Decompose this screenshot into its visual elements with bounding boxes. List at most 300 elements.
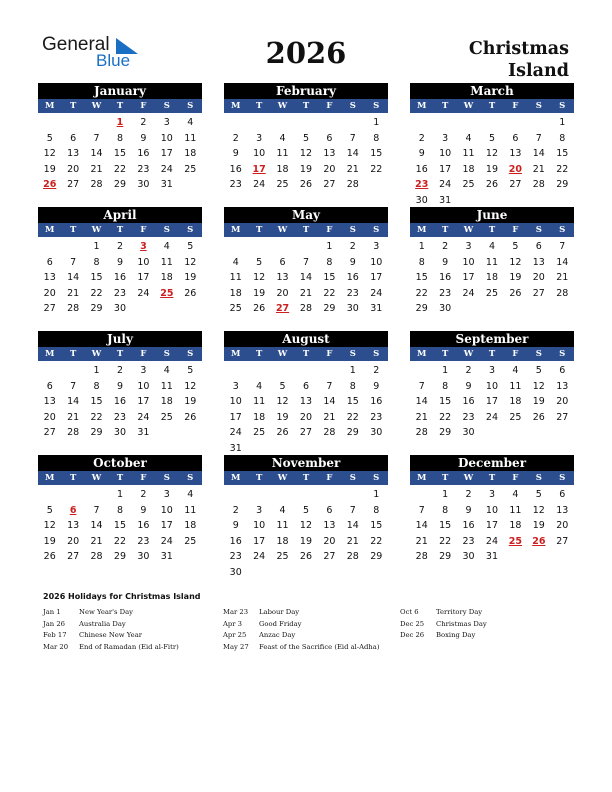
day-cell: 16	[415, 163, 428, 175]
day-cell: 11	[184, 504, 197, 516]
weekday-label: S	[373, 225, 380, 235]
weekday-label: S	[349, 473, 356, 483]
holiday-row	[223, 620, 379, 632]
day-cell: 6	[302, 380, 309, 392]
day-cell: 5	[187, 365, 194, 376]
day-cell: 7	[70, 380, 77, 392]
day-cell: 12	[299, 520, 313, 531]
empty-day-cell	[341, 487, 364, 503]
day-cell: 17	[137, 272, 150, 283]
day-cell: 16	[370, 396, 383, 407]
day-cell: 29	[439, 427, 452, 438]
day-cell: 18	[485, 272, 499, 283]
holiday-date: Jan 26	[43, 619, 65, 628]
day-cell: 2	[232, 132, 239, 144]
day-cell: 17	[485, 520, 499, 531]
day-cell: 19	[299, 535, 313, 547]
day-cell: 5	[512, 241, 519, 252]
day-cell: 8	[349, 380, 356, 392]
day-cell: 17	[160, 520, 173, 531]
holiday-date: Apr 25	[223, 631, 247, 639]
day-cell: 1	[373, 489, 380, 500]
holiday-name: Good Friday	[259, 619, 302, 628]
day-cell: 10	[485, 504, 499, 516]
day-cell: 21	[415, 411, 428, 423]
day-cell: 14	[67, 272, 80, 283]
day-cell: 21	[346, 535, 359, 547]
empty-day-cell	[433, 115, 456, 131]
weekday-label: F	[140, 349, 147, 359]
weekday-header	[410, 347, 574, 361]
day-cell: 2	[465, 365, 472, 376]
day-cell: 15	[370, 520, 383, 531]
empty-day-cell	[271, 363, 294, 379]
holiday-name: Australia Day	[79, 619, 126, 628]
day-cell: 4	[512, 489, 519, 500]
day-cell: 25	[485, 287, 499, 299]
day-cell: 11	[276, 520, 289, 531]
weekday-label: W	[463, 473, 474, 483]
day-cell: 9	[442, 256, 449, 268]
day-cell: 18	[160, 396, 173, 407]
holiday-date: Jan 1	[43, 608, 61, 616]
day-cell: 26	[299, 179, 313, 190]
day-cell: 13	[532, 256, 545, 268]
day-cell: 29	[113, 179, 127, 190]
empty-day-cell	[527, 115, 550, 131]
day-cell: 4	[465, 132, 472, 144]
month-title: January	[38, 83, 202, 99]
day-cell: 7	[418, 504, 425, 516]
holiday-name: New Year's Day	[79, 608, 134, 616]
weekday-header	[38, 223, 202, 237]
month-april	[38, 207, 202, 317]
weekday-label: S	[535, 225, 542, 235]
day-cell: 20	[67, 535, 80, 547]
day-cell: 30	[370, 427, 383, 438]
day-cell: 22	[323, 287, 336, 299]
weekday-label: F	[326, 473, 333, 483]
weekday-label: T	[488, 101, 496, 111]
day-cell: 27	[67, 179, 80, 190]
day-cell: 31	[485, 551, 499, 562]
day-cell: 6	[559, 489, 566, 500]
day-cell: 30	[113, 303, 127, 314]
day-cell: 16	[462, 396, 475, 407]
day-cell: 8	[326, 256, 333, 268]
day-cell: 25	[184, 535, 197, 547]
day-grid	[38, 485, 202, 565]
country-name: Christmas Island	[468, 39, 569, 81]
weekday-label: S	[535, 349, 542, 359]
day-cell: 11	[229, 272, 242, 283]
empty-day-cell	[224, 363, 247, 379]
empty-day-cell	[410, 487, 433, 503]
day-cell: 29	[439, 551, 452, 562]
day-cell: 23	[137, 535, 150, 547]
day-cell: 4	[232, 256, 239, 268]
day-cell: 18	[276, 163, 289, 175]
weekday-header	[410, 223, 574, 237]
holiday-row	[43, 608, 179, 620]
day-cell: 26	[509, 287, 522, 299]
month-title: March	[410, 83, 574, 99]
day-cell: 1	[116, 489, 123, 500]
day-cell: 14	[532, 148, 545, 159]
day-cell: 23	[462, 535, 475, 547]
empty-day-cell	[61, 487, 84, 503]
weekday-label: F	[512, 225, 519, 235]
day-cell: 30	[229, 566, 242, 578]
weekday-label: T	[488, 473, 496, 483]
empty-day-cell	[410, 115, 433, 131]
day-cell: 29	[90, 427, 103, 438]
calendar-year: 2026	[265, 36, 347, 70]
day-grid	[224, 113, 388, 193]
holiday-date: Apr 3	[223, 619, 242, 628]
holiday-day-cell: 20	[508, 163, 523, 175]
day-cell: 16	[229, 535, 242, 547]
day-cell: 26	[532, 411, 545, 423]
holiday-date: Mar 20	[43, 642, 69, 651]
day-grid	[224, 361, 388, 456]
day-cell: 3	[140, 365, 147, 376]
day-cell: 29	[415, 303, 428, 314]
weekday-label: F	[140, 225, 147, 235]
day-cell: 10	[229, 396, 242, 407]
day-cell: 12	[43, 148, 56, 159]
empty-day-cell	[224, 487, 247, 503]
day-cell: 24	[485, 411, 499, 423]
holiday-day-cell: 27	[275, 303, 290, 314]
day-cell: 23	[113, 287, 127, 299]
day-cell: 7	[302, 256, 309, 268]
day-cell: 25	[253, 427, 266, 438]
day-cell: 10	[485, 380, 499, 392]
day-cell: 18	[509, 520, 522, 531]
day-cell: 10	[370, 256, 383, 268]
weekday-label: T	[116, 473, 124, 483]
day-cell: 24	[370, 287, 383, 299]
day-cell: 11	[462, 148, 475, 159]
day-cell: 12	[43, 520, 56, 531]
weekday-label: S	[349, 101, 356, 111]
day-cell: 10	[462, 256, 475, 268]
day-cell: 22	[370, 535, 383, 547]
day-cell: 24	[439, 179, 452, 190]
day-cell: 9	[373, 380, 380, 392]
day-cell: 22	[90, 287, 103, 299]
day-cell: 30	[137, 179, 150, 190]
weekday-label: T	[488, 349, 496, 359]
day-cell: 25	[229, 303, 242, 314]
weekday-label: T	[302, 349, 310, 359]
day-cell: 16	[439, 272, 452, 283]
weekday-label: M	[231, 473, 241, 483]
day-cell: 26	[184, 287, 197, 299]
weekday-header	[224, 347, 388, 361]
day-cell: 13	[43, 396, 56, 407]
day-cell: 30	[113, 427, 127, 438]
holiday-day-cell: 1	[116, 117, 124, 128]
day-cell: 20	[323, 535, 336, 547]
holiday-name: End of Ramadan (Eid al-Fitr)	[79, 642, 179, 651]
day-cell: 4	[187, 117, 194, 128]
day-cell: 16	[229, 163, 242, 175]
weekday-label: S	[559, 225, 566, 235]
day-cell: 28	[299, 303, 313, 314]
holiday-row	[223, 631, 379, 643]
day-cell: 21	[90, 163, 103, 175]
empty-day-cell	[457, 115, 480, 131]
weekday-label: W	[277, 101, 288, 111]
day-cell: 22	[346, 411, 359, 423]
holiday-day-cell: 3	[140, 241, 147, 252]
day-cell: 18	[184, 148, 197, 159]
weekday-label: T	[441, 349, 449, 359]
holiday-day-cell: 26	[532, 535, 546, 547]
empty-day-cell	[410, 363, 433, 379]
day-cell: 9	[116, 256, 123, 268]
day-cell: 20	[43, 411, 56, 423]
empty-day-cell	[341, 115, 364, 131]
day-grid	[410, 113, 574, 208]
day-cell: 22	[113, 163, 127, 175]
day-cell: 19	[184, 272, 197, 283]
holiday-list	[43, 592, 583, 651]
day-cell: 23	[462, 411, 475, 423]
day-cell: 31	[160, 179, 173, 190]
day-cell: 12	[485, 148, 499, 159]
day-cell: 9	[140, 132, 147, 144]
day-cell: 18	[160, 272, 173, 283]
day-cell: 12	[299, 148, 313, 159]
weekday-label: M	[417, 225, 427, 235]
day-grid	[410, 237, 574, 317]
weekday-label: W	[463, 101, 474, 111]
month-title: May	[224, 207, 388, 223]
day-cell: 7	[93, 132, 100, 144]
day-cell: 3	[163, 489, 170, 500]
month-june	[410, 207, 574, 317]
day-cell: 23	[229, 551, 242, 562]
holiday-date: Oct 6	[400, 608, 419, 616]
month-february	[224, 83, 388, 193]
day-cell: 27	[67, 551, 80, 562]
weekday-label: M	[45, 473, 55, 483]
day-cell: 22	[90, 411, 103, 423]
day-cell: 18	[184, 520, 197, 531]
empty-day-cell	[61, 115, 84, 131]
empty-day-cell	[247, 487, 270, 503]
day-grid	[38, 113, 202, 193]
day-cell: 27	[509, 179, 522, 190]
weekday-label: S	[163, 101, 170, 111]
day-cell: 8	[93, 256, 100, 268]
day-cell: 9	[232, 148, 239, 159]
weekday-header	[410, 99, 574, 113]
day-cell: 16	[462, 520, 475, 531]
empty-day-cell	[318, 115, 341, 131]
day-cell: 10	[253, 520, 266, 531]
day-cell: 7	[418, 380, 425, 392]
day-cell: 13	[67, 148, 80, 159]
weekday-label: T	[441, 473, 449, 483]
day-cell: 21	[532, 163, 545, 175]
empty-day-cell	[224, 115, 247, 131]
day-cell: 24	[137, 411, 150, 423]
month-november	[224, 455, 388, 580]
day-cell: 24	[137, 287, 150, 299]
day-grid	[38, 237, 202, 317]
month-title: February	[224, 83, 388, 99]
day-cell: 30	[346, 303, 359, 314]
day-cell: 22	[439, 411, 452, 423]
day-cell: 25	[509, 411, 522, 423]
day-cell: 8	[559, 132, 566, 144]
day-cell: 17	[253, 535, 266, 547]
day-cell: 29	[556, 179, 569, 190]
day-cell: 1	[442, 489, 449, 500]
day-cell: 22	[439, 535, 452, 547]
day-cell: 19	[276, 411, 289, 423]
day-cell: 12	[509, 256, 522, 268]
empty-day-cell	[61, 239, 84, 255]
day-cell: 27	[43, 303, 56, 314]
day-cell: 30	[415, 194, 428, 206]
day-cell: 5	[488, 132, 495, 144]
empty-day-cell	[61, 363, 84, 379]
day-cell: 23	[439, 287, 452, 299]
weekday-label: S	[373, 473, 380, 483]
day-cell: 21	[415, 535, 428, 547]
empty-day-cell	[294, 487, 317, 503]
day-cell: 3	[256, 132, 263, 144]
day-cell: 21	[556, 272, 569, 283]
weekday-label: W	[463, 225, 474, 235]
day-cell: 13	[556, 504, 569, 516]
day-cell: 18	[276, 535, 289, 547]
month-title: June	[410, 207, 574, 223]
day-cell: 21	[90, 535, 103, 547]
weekday-label: T	[255, 473, 263, 483]
day-cell: 15	[113, 520, 127, 531]
empty-day-cell	[38, 363, 61, 379]
day-cell: 4	[163, 365, 170, 376]
holiday-name: Anzac Day	[259, 631, 296, 639]
day-cell: 19	[532, 396, 545, 407]
day-cell: 18	[509, 396, 522, 407]
weekday-label: W	[277, 225, 288, 235]
day-cell: 5	[256, 256, 263, 268]
day-cell: 19	[43, 163, 56, 175]
day-cell: 18	[253, 411, 266, 423]
day-cell: 11	[509, 380, 522, 392]
day-cell: 3	[163, 117, 170, 128]
day-cell: 22	[556, 163, 569, 175]
weekday-header	[224, 99, 388, 113]
day-cell: 14	[67, 396, 80, 407]
day-cell: 15	[113, 148, 127, 159]
empty-day-cell	[271, 239, 294, 255]
holiday-row	[400, 608, 487, 620]
day-cell: 2	[465, 489, 472, 500]
day-cell: 16	[113, 396, 127, 407]
day-cell: 4	[488, 241, 495, 252]
day-cell: 28	[90, 551, 103, 562]
holiday-day-cell: 26	[43, 179, 57, 190]
day-cell: 19	[485, 163, 499, 175]
holiday-row	[43, 643, 179, 655]
day-cell: 14	[346, 520, 359, 531]
day-cell: 8	[93, 380, 100, 392]
day-cell: 1	[373, 117, 380, 128]
day-cell: 31	[229, 442, 242, 454]
day-cell: 26	[485, 179, 499, 190]
day-cell: 17	[485, 396, 499, 407]
weekday-header	[224, 223, 388, 237]
day-cell: 16	[113, 272, 127, 283]
weekday-label: T	[441, 101, 449, 111]
day-cell: 19	[184, 396, 197, 407]
weekday-label: T	[116, 101, 124, 111]
day-cell: 21	[323, 411, 336, 423]
day-cell: 11	[160, 380, 173, 392]
day-cell: 20	[556, 396, 569, 407]
day-cell: 23	[113, 411, 127, 423]
weekday-label: F	[512, 349, 519, 359]
logo-text-blue: Blue	[96, 51, 131, 70]
weekday-header	[38, 99, 202, 113]
day-cell: 11	[509, 504, 522, 516]
holiday-name: Christmas Day	[436, 619, 487, 628]
day-cell: 11	[485, 256, 499, 268]
day-cell: 8	[442, 504, 449, 516]
day-cell: 26	[43, 551, 56, 562]
day-cell: 9	[465, 504, 472, 516]
day-grid	[410, 361, 574, 441]
day-cell: 17	[160, 148, 173, 159]
day-cell: 8	[373, 132, 380, 144]
day-cell: 10	[160, 132, 173, 144]
weekday-label: S	[163, 225, 170, 235]
day-cell: 4	[279, 132, 286, 144]
day-cell: 12	[532, 504, 545, 516]
day-cell: 9	[232, 520, 239, 531]
weekday-label: S	[187, 349, 194, 359]
weekday-label: S	[559, 349, 566, 359]
empty-day-cell	[294, 363, 317, 379]
day-cell: 25	[276, 179, 289, 190]
day-cell: 20	[323, 163, 336, 175]
day-cell: 14	[415, 520, 428, 531]
day-cell: 14	[415, 396, 428, 407]
day-cell: 30	[462, 427, 475, 438]
weekday-label: T	[69, 101, 77, 111]
month-january	[38, 83, 202, 193]
weekday-label: S	[559, 473, 566, 483]
weekday-label: S	[187, 101, 194, 111]
holiday-date: May 27	[223, 642, 249, 651]
day-cell: 27	[323, 551, 336, 562]
day-cell: 26	[184, 411, 197, 423]
weekday-label: M	[45, 349, 55, 359]
day-cell: 2	[116, 365, 123, 376]
day-cell: 15	[370, 148, 383, 159]
day-cell: 9	[116, 380, 123, 392]
day-cell: 5	[535, 365, 542, 376]
day-cell: 28	[346, 551, 359, 562]
